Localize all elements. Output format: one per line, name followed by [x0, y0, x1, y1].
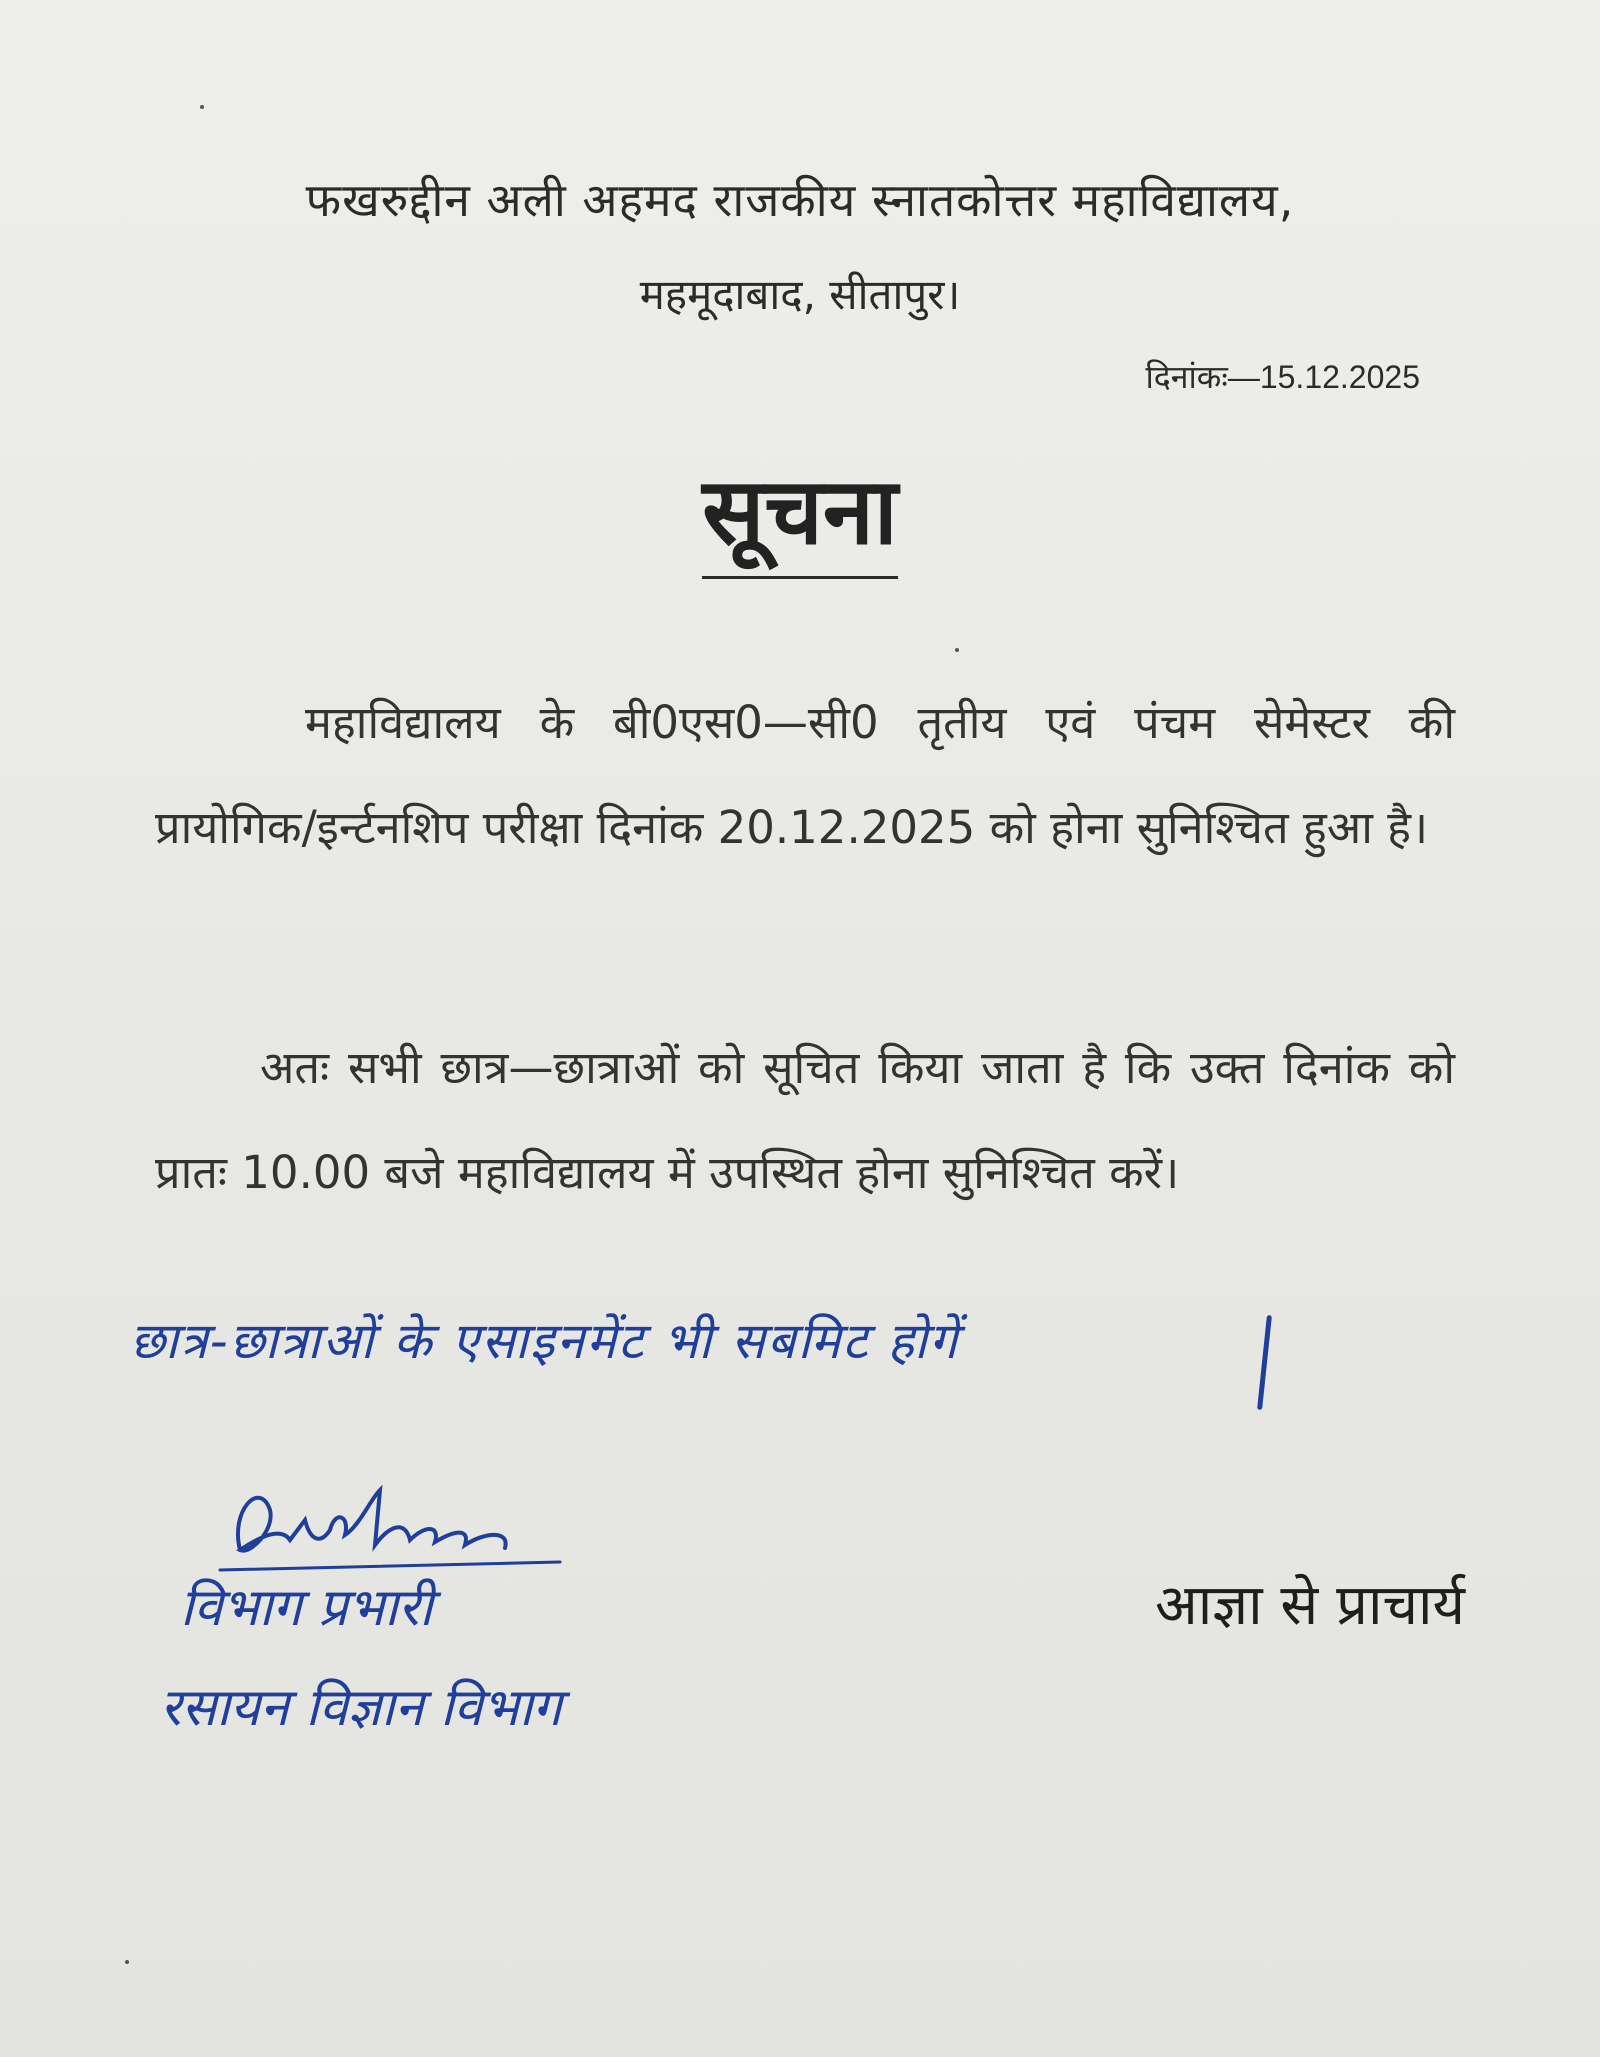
paper-speck: [200, 105, 204, 109]
notice-paragraph-2: अतः सभी छात्र—छात्राओं को सूचित किया जाता है कि उक्त दिनांक को प्रातः 10.00 बजे महाविद्यालय में उपस्थित होना सुनिश्चित करें।: [155, 1041, 1455, 1199]
title-wrapper: [0, 445, 1600, 579]
notice-date: दिनांकः—15.12.2025: [1145, 359, 1420, 395]
notice-paragraph-1: महाविद्यालय के बी0एस0—सी0 तृतीय एवं पंचम सेमेस्टर की प्रायोगिक/इर्न्टनशिप परीक्षा दिनांक 20.12.2025 को होना सुनिश्चित हुआ है।: [155, 696, 1455, 854]
institution-name: फखरुद्दीन अली अहमद राजकीय स्नातकोत्तर महाविद्यालय,: [305, 173, 1295, 227]
paper-speck: [125, 1960, 129, 1964]
notice-title: सूचना: [702, 445, 898, 579]
institution-place: महमूदाबाद, सीतापुर।: [639, 270, 961, 319]
paper-speck: [955, 648, 959, 652]
handwritten-note: छात्र-छात्राओं के एसाइनमेंट भी सबमिट होगें: [130, 1312, 960, 1370]
signatory-department: रसायन विज्ञान विभाग: [160, 1678, 562, 1738]
signatory-title: विभाग प्रभारी: [180, 1578, 433, 1638]
authority-line: आज्ञा से प्राचार्य: [1154, 1573, 1465, 1638]
